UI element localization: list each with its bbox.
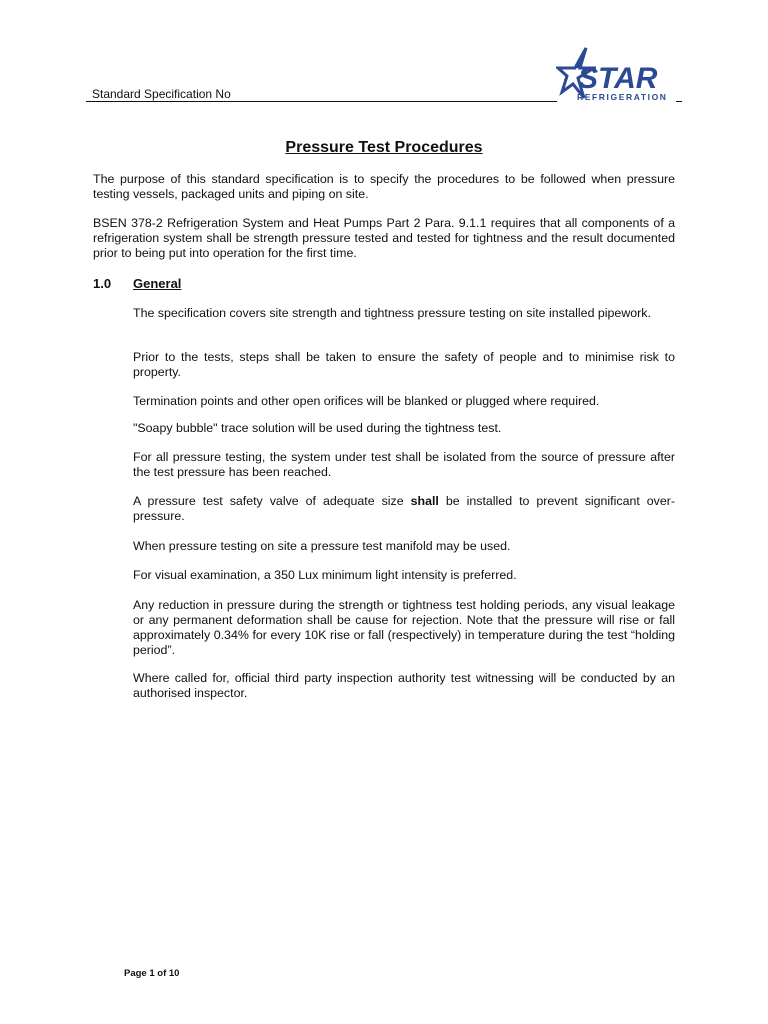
section-paragraph: "Soapy bubble" trace solution will be used during the tightness test. bbox=[133, 421, 502, 435]
section-paragraph: The specification covers site strength and tightness pressure testing on site installed pipework. bbox=[133, 306, 651, 320]
section-paragraph: When pressure testing on site a pressure test manifold may be used. bbox=[133, 539, 511, 553]
section-paragraph: Prior to the tests, steps shall be taken to ensure the safety of people and to minimise risk to property. bbox=[133, 350, 675, 379]
paragraph-text: A pressure test safety valve of adequate size bbox=[133, 494, 411, 508]
header-rule bbox=[86, 101, 557, 102]
page-number: Page 1 of 10 bbox=[124, 968, 180, 979]
section-title: General bbox=[133, 276, 182, 291]
logo-subtext: REFRIGERATION bbox=[577, 92, 668, 102]
section-paragraph: For visual examination, a 350 Lux minimum light intensity is preferred. bbox=[133, 568, 517, 582]
paragraph-text: be installed to prevent significant over-pressure. bbox=[133, 494, 675, 523]
emphasis-text: shall bbox=[410, 494, 439, 508]
logo-wordmark: STAR bbox=[578, 62, 658, 95]
intro-paragraph: The purpose of this standard specification is to specify the procedures to be followed when pressure testing vessels, packaged units and piping on site. bbox=[93, 172, 675, 201]
spec-number-label: Standard Specification No bbox=[92, 87, 231, 101]
section-paragraph: Termination points and other open orifices will be blanked or plugged where required. bbox=[133, 394, 600, 408]
section-number: 1.0 bbox=[93, 276, 112, 291]
page-header bbox=[86, 46, 682, 104]
section-paragraph bbox=[133, 494, 675, 524]
intro-paragraph: BSEN 378-2 Refrigeration System and Heat Pumps Part 2 Para. 9.1.1 requires that all components of a refrigeration system shall be strength pressure tested and tested for tightness and the result documented prior to being put into operation for the first time. bbox=[93, 216, 675, 260]
section-paragraph: Where called for, official third party inspection authority test witnessing will be conducted by an authorised inspector. bbox=[133, 671, 675, 700]
document-title: Pressure Test Procedures bbox=[285, 139, 483, 156]
star-refrigeration-logo bbox=[556, 46, 682, 104]
section-paragraph: For all pressure testing, the system under test shall be isolated from the source of pressure after the test pressure has been reached. bbox=[133, 450, 675, 479]
section-paragraph: Any reduction in pressure during the strength or tightness test holding periods, any visual leakage or any permanent deformation shall be cause for rejection. Note that the pressure will rise or fall approximately 0.34% for every 10K rise or fall (respectively) in temperature during the test “holding period”. bbox=[133, 598, 675, 657]
